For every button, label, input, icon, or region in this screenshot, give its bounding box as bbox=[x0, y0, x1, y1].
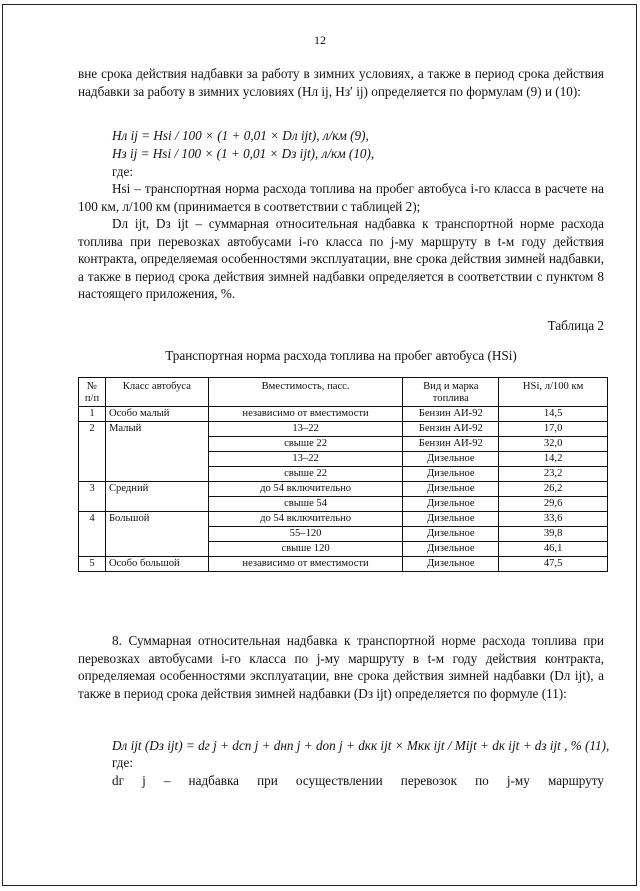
table-label: Таблица 2 bbox=[547, 318, 604, 333]
fuel-type: Дизельное bbox=[403, 482, 499, 497]
capacity: 13–22 bbox=[208, 422, 403, 437]
capacity: свыше 22 bbox=[208, 467, 403, 482]
norm-value: 29,6 bbox=[499, 497, 608, 512]
where-label: где: bbox=[112, 164, 133, 179]
capacity: независимо от вместимости bbox=[208, 407, 403, 422]
row-num: 3 bbox=[79, 482, 106, 512]
fuel-type: Дизельное bbox=[403, 452, 499, 467]
header-norm: HSi, л/100 км bbox=[499, 378, 608, 407]
norm-value: 14,5 bbox=[499, 407, 608, 422]
header-num: № п/п bbox=[79, 378, 106, 407]
capacity: до 54 включительно bbox=[208, 482, 403, 497]
fuel-type: Дизельное bbox=[403, 512, 499, 527]
norm-value: 26,2 bbox=[499, 482, 608, 497]
definition-dg: dг j – надбавка при осуществлении перевозок по j-му маршруту bbox=[112, 773, 604, 788]
bus-class: Средний bbox=[105, 482, 208, 512]
norm-value: 14,2 bbox=[499, 452, 608, 467]
header-capacity: Вместимость, пасс. bbox=[208, 378, 403, 407]
table-row bbox=[79, 512, 608, 527]
row-num: 1 bbox=[79, 407, 106, 422]
norm-value: 47,5 bbox=[499, 557, 608, 572]
table-row bbox=[79, 407, 608, 422]
bus-class: Большой bbox=[105, 512, 208, 557]
formula-9: Нл ij = Hsi / 100 × (1 + 0,01 × Dл ijt), л/км (9), bbox=[112, 128, 369, 143]
table-header-row bbox=[79, 378, 608, 407]
row-num: 4 bbox=[79, 512, 106, 557]
fuel-type: Дизельное bbox=[403, 527, 499, 542]
definition-d: Dл ijt, Dз ijt – суммарная относительная надбавка к транспортной норме расхода топлива при перевозках автобусами i-го класса по j-му маршруту в t-м году действия контракта, определяемая особенностями эксплуатации, вне срока действия зимней надбавки, а также в период срока действия зимней надбавки определяется в соответствии с пунктом 8 настоящего приложения, %. bbox=[78, 216, 604, 302]
definition-hs: Hsi – транспортная норма расхода топлива на пробег автобуса i-го класса в расчете на 100 км, л/100 км (принимается в соответствии с таблицей 2); bbox=[78, 181, 604, 214]
capacity: 13–22 bbox=[208, 452, 403, 467]
header-class: Класс автобуса bbox=[105, 378, 208, 407]
row-num: 2 bbox=[79, 422, 106, 482]
capacity: 55–120 bbox=[208, 527, 403, 542]
where-label-2: где: bbox=[112, 755, 133, 770]
fuel-type: Бензин АИ-92 bbox=[403, 437, 499, 452]
norm-value: 39,8 bbox=[499, 527, 608, 542]
paragraph-8: 8. Суммарная относительная надбавка к транспортной норме расхода топлива при перевозках автобусами i-го класса по j-му маршруту в t-м году действия контракта, определяемая особенностями эксплуатации, вне срока действия зимней надбавки (Dл ijt), а также в период срока действия зимней надбавки (Dз ijt) определяется по формуле (11): bbox=[78, 633, 604, 701]
table-row bbox=[79, 482, 608, 497]
page-number: 12 bbox=[314, 33, 326, 47]
capacity: свыше 120 bbox=[208, 542, 403, 557]
capacity: свыше 54 bbox=[208, 497, 403, 512]
formula-11: Dл ijt (Dз ijt) = dг j + dсп j + dнп j + dоп j + dкк ijt × Мкк ijt / Мijt + dк ijt + dз ijt , % (11), bbox=[112, 738, 610, 753]
fuel-type: Дизельное bbox=[403, 557, 499, 572]
norm-value: 33,6 bbox=[499, 512, 608, 527]
fuel-type: Бензин АИ-92 bbox=[403, 407, 499, 422]
header-fuel: Вид и марка топлива bbox=[403, 378, 499, 407]
norm-value: 32,0 bbox=[499, 437, 608, 452]
fuel-type: Дизельное bbox=[403, 497, 499, 512]
intro-paragraph: вне срока действия надбавки за работу в зимних условиях, а также в период срока действия надбавки за работу в зимних условиях (Нл ij, Нз′ ij) определяется по формулам (9) и (10): bbox=[78, 66, 604, 99]
capacity: независимо от вместимости bbox=[208, 557, 403, 572]
formula-10: Нз ij = Hsi / 100 × (1 + 0,01 × Dз ijt), л/км (10), bbox=[112, 146, 375, 161]
fuel-type: Дизельное bbox=[403, 542, 499, 557]
norm-value: 46,1 bbox=[499, 542, 608, 557]
table-title: Транспортная норма расхода топлива на пробег автобуса (HSi) bbox=[165, 348, 517, 363]
capacity: до 54 включительно bbox=[208, 512, 403, 527]
bus-class: Особо большой bbox=[105, 557, 208, 572]
fuel-type: Дизельное bbox=[403, 467, 499, 482]
fuel-type: Бензин АИ-92 bbox=[403, 422, 499, 437]
bus-class: Малый bbox=[105, 422, 208, 482]
row-num: 5 bbox=[79, 557, 106, 572]
table-row bbox=[79, 557, 608, 572]
capacity: свыше 22 bbox=[208, 437, 403, 452]
table-row bbox=[79, 422, 608, 437]
bus-class: Особо малый bbox=[105, 407, 208, 422]
norm-value: 23,2 bbox=[499, 467, 608, 482]
fuel-norm-table bbox=[78, 377, 608, 572]
norm-value: 17,0 bbox=[499, 422, 608, 437]
